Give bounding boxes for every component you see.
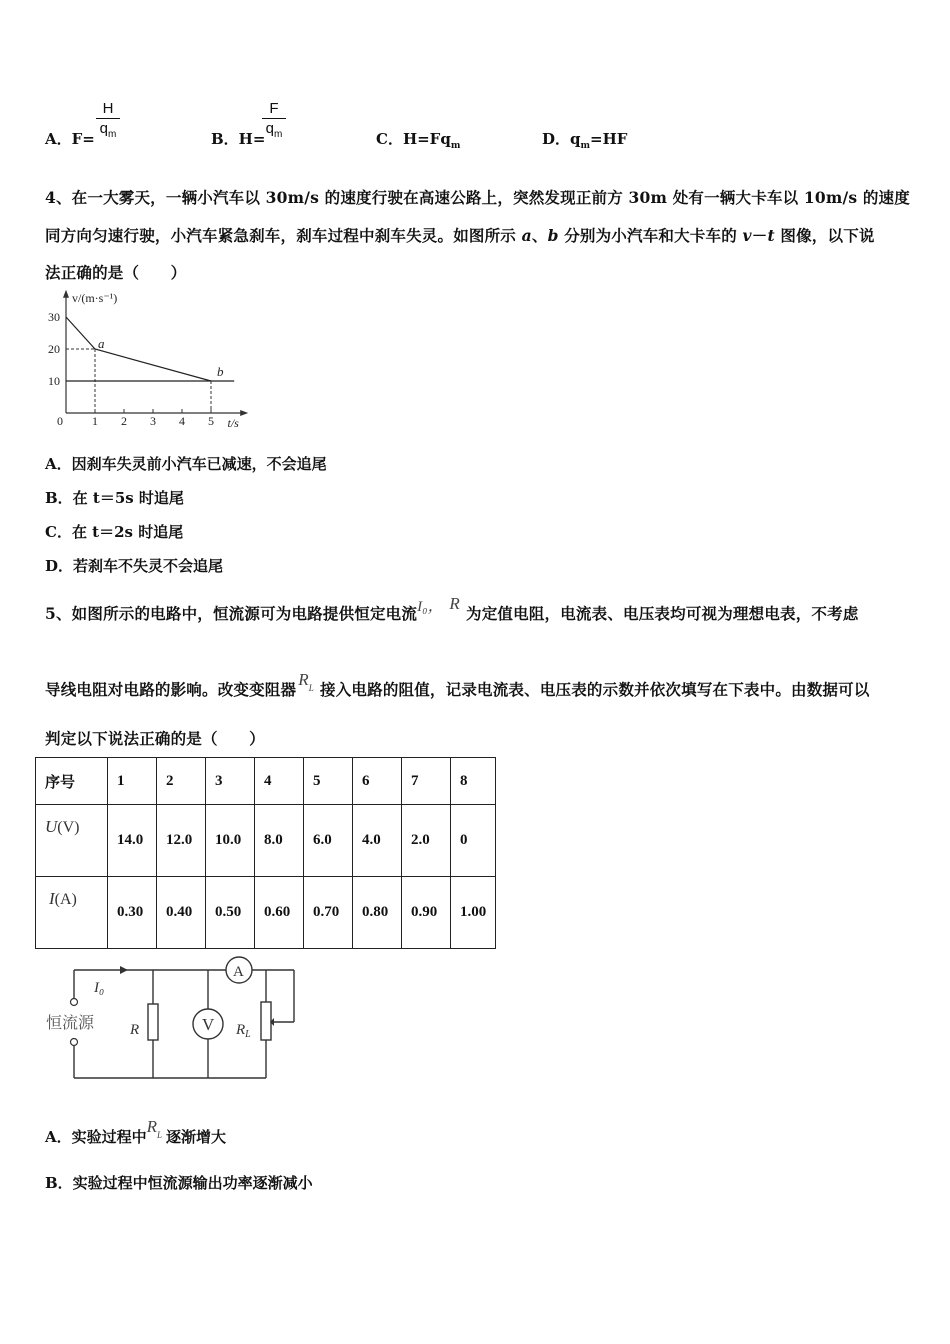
q5-stem-line2: 导线电阻对电路的影响。改变变阻器$R_L$ 接入电路的阻值，记录电流表、电压表的示数并依次填写在下表中。由数据可以 <box>45 670 870 699</box>
circuit-diagram <box>40 952 310 1084</box>
table-row-i <box>36 877 496 949</box>
x-tick-label: 5 <box>208 414 214 428</box>
x-tick-label: 1 <box>92 414 98 428</box>
annotation-b: b <box>217 364 224 379</box>
fraction-denominator-sub: m <box>108 129 117 140</box>
fraction-denominator: q <box>99 120 108 137</box>
fraction-denominator: q <box>265 120 274 137</box>
row-label-u: U(V) <box>36 805 108 877</box>
y-axis-label: v/(m·s⁻¹) <box>72 290 118 305</box>
fraction-denominator-sub: m <box>274 129 283 140</box>
data-table <box>35 757 496 949</box>
fraction-numerator: H <box>102 100 114 117</box>
table-cell: 0.90 <box>402 877 451 949</box>
q4-option-b: B．在 t＝5s 时追尾 <box>45 489 184 507</box>
table-header-cell: 4 <box>255 758 304 805</box>
table-cell: 8.0 <box>255 805 304 877</box>
table-row-u <box>36 805 496 877</box>
q4-option-d: D．若刹车不失灵不会追尾 <box>45 557 224 575</box>
table-header-cell: 7 <box>402 758 451 805</box>
x-tick-label: 3 <box>150 414 156 428</box>
table-header-cell: 1 <box>108 758 157 805</box>
table-cell: 10.0 <box>206 805 255 877</box>
table-cell: 0.70 <box>304 877 353 949</box>
row-label-i: I(A) <box>36 877 108 949</box>
table-cell: 0.80 <box>353 877 402 949</box>
x-tick-label: 0 <box>57 414 63 428</box>
y-axis-arrow <box>63 290 69 298</box>
q4-stem-line2: 同方向匀速行驶，小汽车紧急刹车，刹车过程中刹车失灵。如图所示 a、b 分别为小汽车和大卡车的 v－t 图像，以下说 <box>45 226 875 245</box>
q5-option-b: B．实验过程中恒流源输出功率逐渐减小 <box>45 1174 313 1192</box>
x-tick-label: 4 <box>179 414 185 428</box>
q3-option-a-fraction <box>96 100 120 140</box>
circuit-label-r: R <box>130 1022 140 1038</box>
table-header-cell: 5 <box>304 758 353 805</box>
table-cell: 14.0 <box>108 805 157 877</box>
vt-graph <box>40 288 250 433</box>
table-cell: 0 <box>451 805 496 877</box>
q4-stem-line1: 4、在一大雾天，一辆小汽车以 30m/s 的速度行驶在高速公路上，突然发现正前方 30m 处有一辆大卡车以 10m/s 的速度 <box>45 188 910 207</box>
table-cell: 1.00 <box>451 877 496 949</box>
table-header-cell: 6 <box>353 758 402 805</box>
fraction-numerator: F <box>269 100 279 117</box>
table-cell: 0.60 <box>255 877 304 949</box>
table-header-cell: 序号 <box>36 758 108 805</box>
q4-option-a: A．因刹车失灵前小汽车已减速，不会追尾 <box>45 455 327 473</box>
q3-option-b-fraction <box>262 100 286 140</box>
table-header-cell: 2 <box>157 758 206 805</box>
q5-stem-line3: 判定以下说法正确的是（ ） <box>45 729 265 748</box>
circuit-label-source: 恒流源 <box>46 1015 95 1032</box>
q3-option-c: C．$H=Fq_m$ <box>376 130 461 151</box>
q4-stem-line3: 法正确的是（ ） <box>45 263 187 282</box>
q3-option-b: B．H= <box>211 130 266 148</box>
table-cell: 0.40 <box>157 877 206 949</box>
table-cell: 4.0 <box>353 805 402 877</box>
circuit-label-i0: I₀ <box>94 980 105 996</box>
table-header-cell: 3 <box>206 758 255 805</box>
table-cell: 0.30 <box>108 877 157 949</box>
y-tick-label: 30 <box>48 310 60 324</box>
table-header-row <box>36 758 496 805</box>
x-axis-label: t/s <box>227 416 239 430</box>
x-tick-label: 2 <box>121 414 127 428</box>
y-tick-label: 10 <box>48 374 60 388</box>
q3-option-a: A．F= <box>45 130 95 148</box>
table-cell: 12.0 <box>157 805 206 877</box>
q3-option-d: D．$q_m=HF$ <box>542 130 628 151</box>
q5-option-a: A．实验过程中$R_L$ 逐渐增大 <box>45 1117 227 1146</box>
ammeter-label: A <box>233 964 244 980</box>
annotation-a: a <box>98 336 105 351</box>
x-axis-arrow <box>240 410 248 416</box>
q5-stem-line1: 5、如图所示的电路中，恒流源可为电路提供恒定电流I₀， R为定值电阻，电流表、电压表均可视为理想电表，不考虑 <box>45 594 859 623</box>
table-cell: 0.50 <box>206 877 255 949</box>
table-cell: 2.0 <box>402 805 451 877</box>
q4-option-c: C．在 t＝2s 时追尾 <box>45 523 184 541</box>
circuit-label-rl: $R_L$ <box>236 1022 251 1040</box>
y-tick-label: 20 <box>48 342 60 356</box>
table-header-cell: 8 <box>451 758 496 805</box>
table-cell: 6.0 <box>304 805 353 877</box>
voltmeter-label: V <box>202 1015 215 1034</box>
